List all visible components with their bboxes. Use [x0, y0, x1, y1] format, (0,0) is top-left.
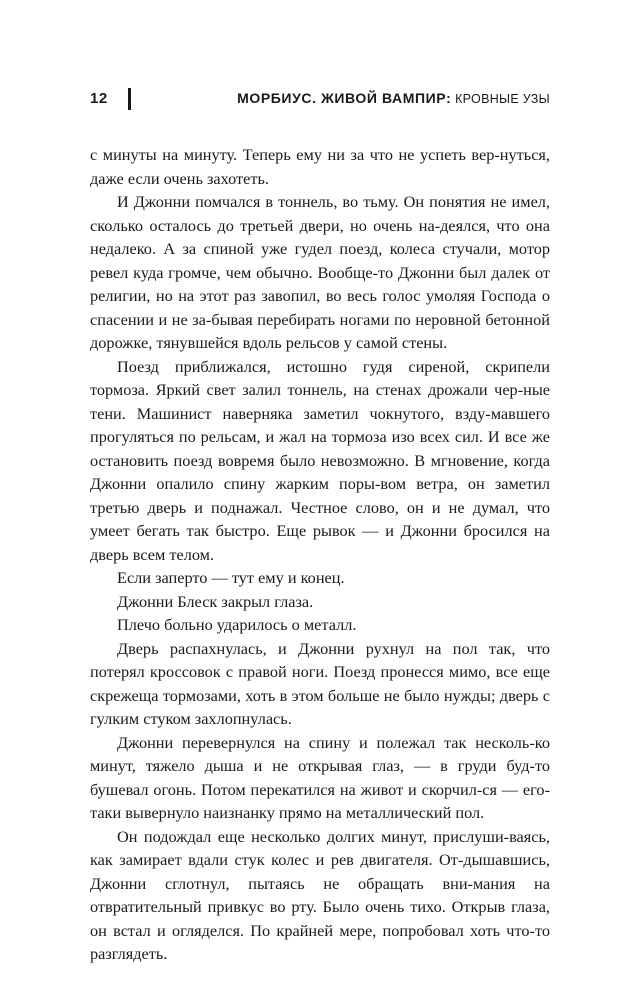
- book-subtitle: КРОВНЫЕ УЗЫ: [451, 92, 550, 106]
- paragraph: Джонни перевернулся на спину и полежал так несколь-ко минут, тяжело дыша и не открывая глаз, — в груди буд-то бушевал огонь. Потом перекатился на живот и скорчил-ся — его-таки вывернуло наизнанку прямо на металлический пол.: [90, 732, 550, 822]
- header-divider: [128, 88, 131, 110]
- paragraph: с минуты на минуту. Теперь ему ни за что не успеть вер-нуться, даже если очень захотеть.: [90, 145, 550, 188]
- paragraph: Джонни Блеск закрыл глаза.: [117, 591, 314, 611]
- title-separator: :: [446, 90, 452, 106]
- book-title: МОРБИУС. ЖИВОЙ ВАМПИР: [237, 90, 447, 106]
- paragraph: И Джонни помчался в тоннель, во тьму. Он понятия не имел, сколько осталось до третьей двери, но очень на-деялся, что она недалеко. А за спиной уже гудел поезд, колеса стучали, мотор ревел куда громче, чем обычно. Вообще-то Джонни был далек от религии, но на этот раз завопил, во весь голос умоляя Господа о спасении и не за-бывая перебирать ногами по неровной бетонной дорожке, тянувшейся вдоль рельсов у самой стены.: [90, 192, 550, 352]
- running-header: [90, 88, 550, 118]
- running-title: [237, 90, 550, 106]
- paragraph: Он подождал еще несколько долгих минут, прислуши-ваясь, как замирает вдали стук колес и рев двигателя. От-дышавшись, Джонни сглотнул, пытаясь не обращать вни-мания на отвратительный привкус во рту. Было очень тихо. Открыв глаза, он встал и огляделся. По крайней мере, попробовал хоть что-то разглядеть.: [90, 826, 550, 963]
- body-text: [90, 143, 550, 966]
- paragraph: Плечо больно ударилось о металл.: [117, 615, 357, 634]
- page-number: 12: [90, 90, 108, 107]
- paragraph: Поезд приближался, истошно гудя сиреной, скрипели тормоза. Яркий свет залил тоннель, на стенах дрожали чер-ные тени. Машинист наверняка заметил чокнутого, взду-мавшего прогуляться по рельсам, и жал на тормоза изо всех сил. И все же остановить поезд вовремя было невозможно. В мгновение, когда Джонни опалило спину жарким поры-вом ветра, он заметил третью дверь и поднажал. Честное слово, он и не думал, что умеет бегать так быстро. Еще рывок — и Джонни бросился на дверь всем телом.: [90, 356, 550, 564]
- paragraph: Дверь распахнулась, и Джонни рухнул на пол так, что потерял кроссовок с правой ноги. Поезд пронесся мимо, все еще скрежеща тормозами, хоть в этом больше не было нужды; дверь с гулким стуком захлопнулась.: [90, 638, 550, 728]
- paragraph: Если заперто — тут ему и конец.: [117, 568, 345, 587]
